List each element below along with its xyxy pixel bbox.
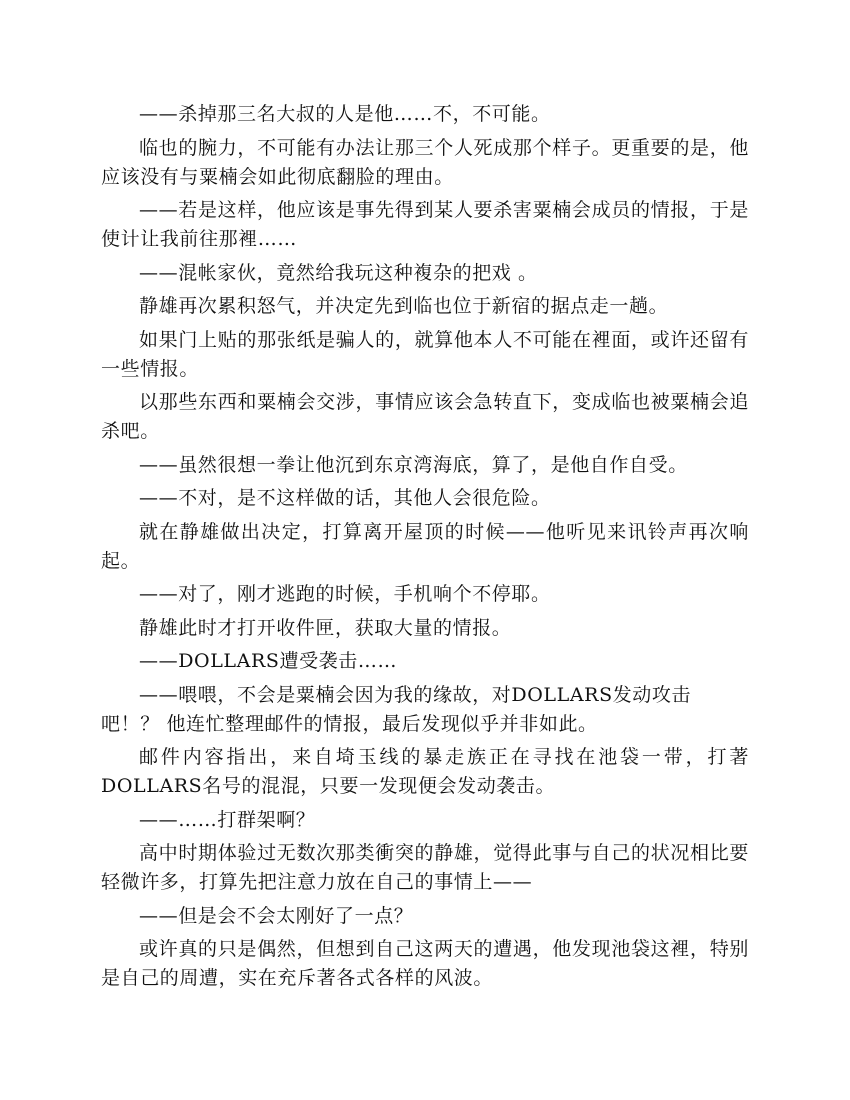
- paragraph-13: ——DOLLARS遭受袭击……: [139, 650, 398, 672]
- paragraph-1: ——杀掉那三名大叔的人是他……不，不可能。: [139, 103, 551, 125]
- paragraph-18: ——但是会不会太刚好了一点？: [139, 904, 414, 927]
- paragraph-15: 邮件内容指出，来自埼玉线的暴走族正在寻找在池袋一带，打著DOLLARS名号的混混，只要一发现便会发动袭击。: [101, 746, 749, 797]
- paragraph-7: 以那些东西和粟楠会交涉，事情应该会急转直下，变成临也被粟楠会追杀吧。: [101, 391, 749, 442]
- paragraph-8: ——虽然很想一拳让他沉到东京湾海底，算了，是他自作自受。: [139, 453, 688, 476]
- paragraph-5: 静雄再次累积怒气，并决定先到临也位于新宿的据点走一趟。: [139, 295, 669, 317]
- paragraph-4: ——混帐家伙，竟然给我玩这种複杂的把戏 。: [139, 261, 538, 284]
- paragraph-11: ——对了，刚才逃跑的时候，手机响个不停耶。: [139, 583, 551, 605]
- paragraph-17: 高中时期体验过无数次那类衝突的静雄，觉得此事与自己的状况相比要轻微许多，打算先把注意力放在自己的事情上——: [101, 842, 749, 893]
- paragraph-10: 就在静雄做出决定，打算离开屋顶的时候——他听见来讯铃声再次响起。: [101, 520, 749, 572]
- paragraph-12: 静雄此时才打开收件匣，获取大量的情报。: [139, 616, 512, 639]
- paragraph-14: ——喂喂，不会是粟楠会因为我的缘故，对DOLLARS发动攻击吧！？ 他连忙整理邮件的情报，最后发现似乎并非如此。: [101, 683, 692, 735]
- paragraph-6: 如果门上贴的那张纸是骗人的，就算他本人不可能在裡面，或许还留有一些情报。: [101, 328, 749, 380]
- paragraph-16: ——……打群架啊？: [139, 808, 316, 831]
- paragraph-2: 临也的腕力，不可能有办法让那三个人死成那个样子。更重要的是，他应该没有与粟楠会如此彻底翻脸的理由。: [101, 136, 749, 188]
- document-body: [101, 100, 749, 998]
- paragraph-3: ——若是这样，他应该是事先得到某人要杀害粟楠会成员的情报，于是使计让我前往那裡……: [101, 199, 749, 250]
- paragraph-19: 或许真的只是偶然，但想到自己这两天的遭遇，他发现池袋这裡，特别是自己的周遭，实在充斥著各式各样的风波。: [101, 938, 749, 989]
- paragraph-9: ——不对，是不这样做的话，其他人会很危险。: [139, 487, 551, 509]
